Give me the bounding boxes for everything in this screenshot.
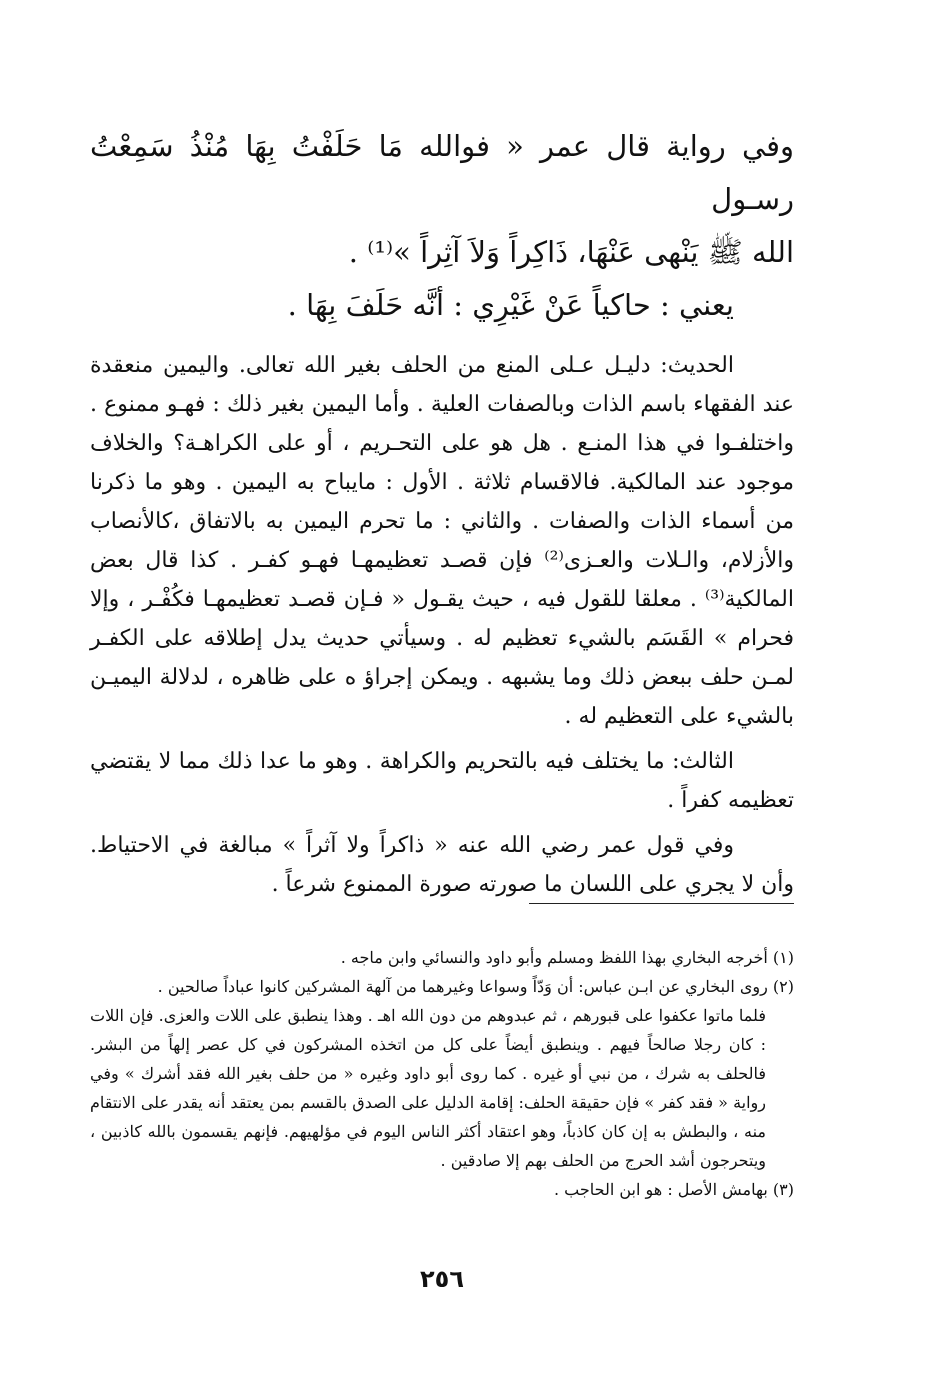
footnote-1: (١) أخرجه البخاري بهذا اللفظ ومسلم وأبو داود والنسائي وابن ماجه . bbox=[340, 948, 794, 967]
commentary-paragraph-3: وفي قول عمر رضي الله عنه « ذاكراً ولا آثراً » مبالغة في الاحتياط. وأن لا يجري على اللسان ما صورته صورة الممنوع شرعاً . bbox=[90, 833, 794, 897]
hadith-line-1: وفي رواية قال عمر « فوالله مَا حَلَفْتُ بِهَا مُنْذُ سَمِعْتُ رسـول bbox=[90, 129, 794, 216]
footnote-2-body: فلما ماتوا عكفوا على قبورهم ، ثم عبدوهم من دون الله اهـ . وهذا ينطبق على اللات والعزى. فإن اللات : كان رجلا صالحاً فيهم . وينطبق أيضاً على كل من اتخذه المشركون في كل عصر إلهاً من البشر. فالحلف به شرك ، من نبي أو غيره . كما روى أبو داود وغيره « من حلف بغير الله فقد أشرك » وفي رواية « فقد كفر » فإن حقيقة الحلف: إقامة الدليل على الصدق بالقسم بمن يعتقد أنه يقدر على الانتقام منه ، والبطش به إن كان كاذباً، وهو اعتقاد أكثر الناس اليوم في مؤلهيهم. فإنهم يقسمون بالله كاذبين ، ويتحرجون أشد الحرج من الحلف بهم إلا صادقين . bbox=[90, 1006, 766, 1170]
page-content bbox=[90, 120, 794, 1313]
footnote-2-head: (٢) روى البخاري عن ابـن عباس: أن وَدّاً وسواعا وغيرهما من آلهة المشركين كانوا عباداً صالحين . bbox=[157, 977, 794, 996]
footnote-3: (٣) بهامش الأصل : هو ابن الحاجب . bbox=[553, 1180, 794, 1199]
page-number: ٢٥٦ bbox=[420, 1265, 464, 1293]
footnotes bbox=[90, 943, 794, 1204]
commentary-body bbox=[90, 346, 794, 904]
hadith-text bbox=[90, 120, 794, 332]
hadith-line-2: الله ﷺ يَنْهى عَنْهَا، ذَاكِراً وَلاَ آثِراً »⁽¹⁾ . bbox=[348, 235, 794, 269]
commentary-paragraph-2: الثالث: ما يختلف فيه بالتحريم والكراهة . وهو ما عدا ذلك مما لا يقتضي تعظيمه كفراً . bbox=[90, 749, 794, 813]
commentary-paragraph-1: الحديث: دليـل عـلى المنع من الحلف بغير الله تعالى. واليمين منعقدة عند الفقهاء باسم الذات وبالصفات العلية . وأما اليمين بغير ذلك : فهـو ممنوع . واختلفـوا في هذا المنـع . هل هو على التحـريم ، أو على الكراهـة؟ والخلاف موجود عند المالكية. فالاقسام ثلاثة . الأول : مايباح به اليمين . وهو ما ذكرنا من أسماء الذات والصفات . والثاني : ما تحرم اليمين به بالاتفاق ،كالأنصاب والأزلام، والـلات والعـزى⁽²⁾ فإن قصـد تعظيمهـا فهـو كفـر . كذا قال بعض المالكية⁽³⁾ . معلقا للقول فيه ، حيث يقـول « فـإن قصـد تعظيمهـا فكُفْـر ، وإلا فحرام » القَسَم بالشيء تعظيم له . وسيأتي حديث يدل إطلاقه على الكفـر لمـن حلف ببعض ذلك وما يشبهه . ويمكن إجراؤ ه على ظاهره ، لدلالة اليميـن بالشيء على التعظيم له . bbox=[90, 353, 794, 729]
footnote-separator bbox=[529, 903, 794, 904]
hadith-line-3: يعني : حاكياً عَنْ غَيْرِي : أنَّه حَلَفَ بِهَا . bbox=[287, 288, 734, 322]
